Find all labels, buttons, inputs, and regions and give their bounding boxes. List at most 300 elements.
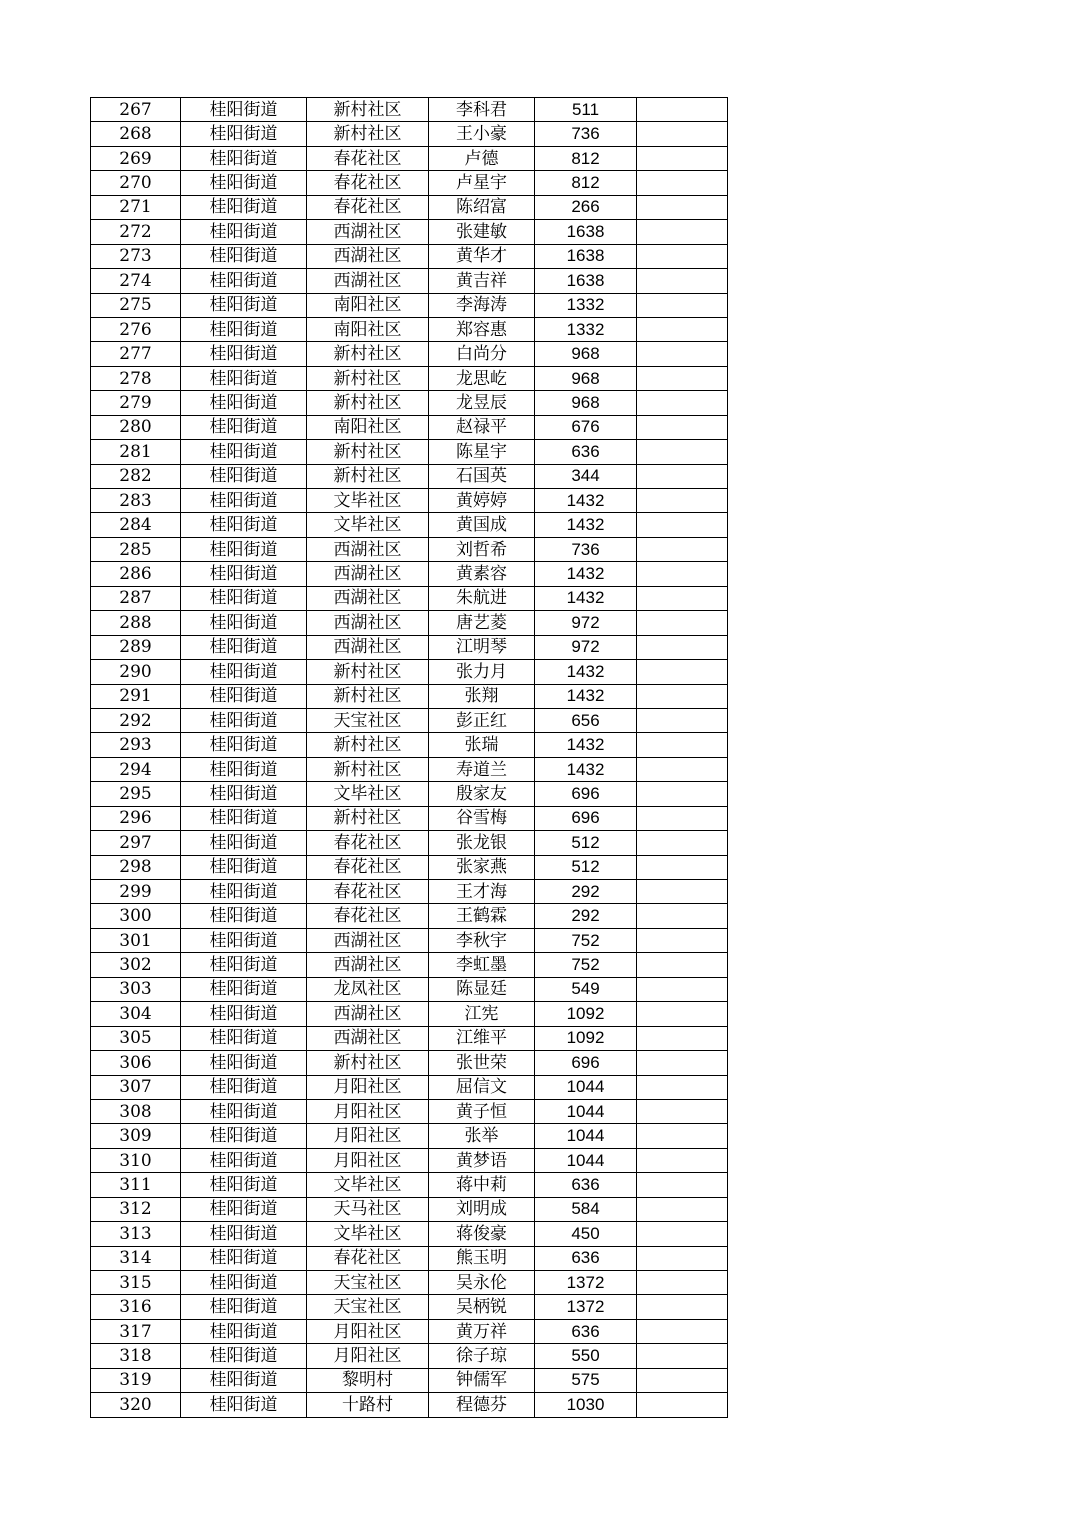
cell-note	[637, 1368, 728, 1392]
cell-person-name: 陈绍富	[429, 195, 535, 219]
cell-person-name: 朱航进	[429, 586, 535, 610]
cell-person-name: 江明琴	[429, 635, 535, 659]
cell-amount: 968	[535, 391, 637, 415]
cell-street: 桂阳街道	[181, 1271, 307, 1295]
cell-community: 新村社区	[307, 733, 429, 757]
cell-street: 桂阳街道	[181, 562, 307, 586]
cell-serial-number: 318	[91, 1344, 181, 1368]
cell-note	[637, 1026, 728, 1050]
cell-person-name: 江维平	[429, 1026, 535, 1050]
table-row	[91, 464, 728, 488]
table-row	[91, 855, 728, 879]
cell-street: 桂阳街道	[181, 1173, 307, 1197]
cell-street: 桂阳街道	[181, 366, 307, 390]
cell-note	[637, 977, 728, 1001]
table-row	[91, 1271, 728, 1295]
cell-note	[637, 195, 728, 219]
cell-amount: 696	[535, 806, 637, 830]
table-row	[91, 562, 728, 586]
cell-note	[637, 1124, 728, 1148]
cell-serial-number: 275	[91, 293, 181, 317]
cell-person-name: 李虹墨	[429, 953, 535, 977]
table-row	[91, 880, 728, 904]
cell-community: 黎明村	[307, 1368, 429, 1392]
cell-amount: 1044	[535, 1075, 637, 1099]
cell-person-name: 张家燕	[429, 855, 535, 879]
cell-person-name: 李海涛	[429, 293, 535, 317]
cell-amount: 549	[535, 977, 637, 1001]
cell-amount: 1044	[535, 1124, 637, 1148]
cell-community: 新村社区	[307, 464, 429, 488]
cell-community: 西湖社区	[307, 269, 429, 293]
cell-note	[637, 586, 728, 610]
cell-street: 桂阳街道	[181, 1319, 307, 1343]
cell-person-name: 吴永伦	[429, 1271, 535, 1295]
cell-serial-number: 315	[91, 1271, 181, 1295]
cell-note	[637, 464, 728, 488]
cell-street: 桂阳街道	[181, 220, 307, 244]
cell-community: 文毕社区	[307, 513, 429, 537]
cell-note	[637, 562, 728, 586]
cell-person-name: 蒋中莉	[429, 1173, 535, 1197]
table-body	[91, 98, 728, 1418]
table-row	[91, 1368, 728, 1392]
cell-street: 桂阳街道	[181, 1222, 307, 1246]
cell-street: 桂阳街道	[181, 1368, 307, 1392]
cell-amount: 736	[535, 537, 637, 561]
cell-person-name: 张龙银	[429, 831, 535, 855]
cell-person-name: 张世荣	[429, 1051, 535, 1075]
table-row	[91, 440, 728, 464]
table-row	[91, 928, 728, 952]
cell-amount: 968	[535, 366, 637, 390]
cell-note	[637, 1002, 728, 1026]
cell-community: 月阳社区	[307, 1124, 429, 1148]
cell-amount: 1030	[535, 1393, 637, 1417]
cell-amount: 1092	[535, 1002, 637, 1026]
cell-street: 桂阳街道	[181, 660, 307, 684]
table-row	[91, 489, 728, 513]
cell-community: 文毕社区	[307, 489, 429, 513]
cell-community: 月阳社区	[307, 1344, 429, 1368]
cell-community: 新村社区	[307, 391, 429, 415]
cell-serial-number: 306	[91, 1051, 181, 1075]
cell-person-name: 徐子琼	[429, 1344, 535, 1368]
cell-street: 桂阳街道	[181, 1344, 307, 1368]
cell-person-name: 蒋俊豪	[429, 1222, 535, 1246]
cell-note	[637, 220, 728, 244]
cell-street: 桂阳街道	[181, 537, 307, 561]
cell-serial-number: 296	[91, 806, 181, 830]
cell-serial-number: 289	[91, 635, 181, 659]
cell-street: 桂阳街道	[181, 831, 307, 855]
cell-note	[637, 293, 728, 317]
cell-note	[637, 1099, 728, 1123]
cell-person-name: 刘明成	[429, 1197, 535, 1221]
cell-serial-number: 268	[91, 122, 181, 146]
cell-serial-number: 309	[91, 1124, 181, 1148]
cell-serial-number: 270	[91, 171, 181, 195]
cell-person-name: 张建敏	[429, 220, 535, 244]
table-row	[91, 1319, 728, 1343]
cell-amount: 736	[535, 122, 637, 146]
table-row	[91, 586, 728, 610]
cell-serial-number: 277	[91, 342, 181, 366]
table-row	[91, 904, 728, 928]
cell-note	[637, 366, 728, 390]
table-row	[91, 537, 728, 561]
table-row	[91, 293, 728, 317]
cell-community: 西湖社区	[307, 220, 429, 244]
cell-note	[637, 342, 728, 366]
cell-street: 桂阳街道	[181, 440, 307, 464]
cell-note	[637, 1075, 728, 1099]
table-row	[91, 1026, 728, 1050]
cell-street: 桂阳街道	[181, 1075, 307, 1099]
cell-serial-number: 308	[91, 1099, 181, 1123]
cell-person-name: 王鹤霖	[429, 904, 535, 928]
cell-serial-number: 314	[91, 1246, 181, 1270]
cell-serial-number: 282	[91, 464, 181, 488]
cell-community: 春花社区	[307, 904, 429, 928]
table-row	[91, 1075, 728, 1099]
cell-street: 桂阳街道	[181, 391, 307, 415]
cell-serial-number: 271	[91, 195, 181, 219]
cell-amount: 1432	[535, 660, 637, 684]
cell-street: 桂阳街道	[181, 464, 307, 488]
cell-note	[637, 660, 728, 684]
cell-amount: 1332	[535, 317, 637, 341]
cell-person-name: 黄婷婷	[429, 489, 535, 513]
table-row	[91, 757, 728, 781]
cell-amount: 344	[535, 464, 637, 488]
table-row	[91, 733, 728, 757]
cell-serial-number: 273	[91, 244, 181, 268]
cell-street: 桂阳街道	[181, 904, 307, 928]
cell-person-name: 江宪	[429, 1002, 535, 1026]
cell-serial-number: 279	[91, 391, 181, 415]
cell-person-name: 王才海	[429, 880, 535, 904]
cell-street: 桂阳街道	[181, 513, 307, 537]
cell-community: 十路村	[307, 1393, 429, 1417]
cell-person-name: 黄素容	[429, 562, 535, 586]
cell-community: 春花社区	[307, 146, 429, 170]
cell-street: 桂阳街道	[181, 1148, 307, 1172]
table-row	[91, 831, 728, 855]
table-row	[91, 317, 728, 341]
table-row	[91, 977, 728, 1001]
cell-amount: 1638	[535, 269, 637, 293]
cell-note	[637, 146, 728, 170]
cell-community: 西湖社区	[307, 562, 429, 586]
cell-street: 桂阳街道	[181, 880, 307, 904]
table-row	[91, 244, 728, 268]
cell-community: 春花社区	[307, 831, 429, 855]
cell-note	[637, 1051, 728, 1075]
cell-person-name: 龙昱辰	[429, 391, 535, 415]
cell-serial-number: 303	[91, 977, 181, 1001]
cell-community: 文毕社区	[307, 1222, 429, 1246]
cell-community: 新村社区	[307, 98, 429, 122]
cell-note	[637, 1393, 728, 1417]
cell-street: 桂阳街道	[181, 244, 307, 268]
cell-street: 桂阳街道	[181, 146, 307, 170]
cell-person-name: 郑容惠	[429, 317, 535, 341]
cell-serial-number: 287	[91, 586, 181, 610]
cell-street: 桂阳街道	[181, 98, 307, 122]
cell-note	[637, 1246, 728, 1270]
cell-note	[637, 1173, 728, 1197]
cell-person-name: 石国英	[429, 464, 535, 488]
table-row	[91, 611, 728, 635]
cell-note	[637, 1319, 728, 1343]
table-row	[91, 391, 728, 415]
cell-person-name: 张力月	[429, 660, 535, 684]
cell-community: 西湖社区	[307, 953, 429, 977]
cell-note	[637, 928, 728, 952]
cell-note	[637, 513, 728, 537]
table-row	[91, 269, 728, 293]
cell-street: 桂阳街道	[181, 1099, 307, 1123]
cell-person-name: 屈信文	[429, 1075, 535, 1099]
cell-community: 月阳社区	[307, 1099, 429, 1123]
cell-street: 桂阳街道	[181, 195, 307, 219]
cell-serial-number: 301	[91, 928, 181, 952]
cell-person-name: 彭正红	[429, 708, 535, 732]
cell-amount: 1432	[535, 513, 637, 537]
cell-serial-number: 283	[91, 489, 181, 513]
cell-street: 桂阳街道	[181, 415, 307, 439]
cell-community: 新村社区	[307, 757, 429, 781]
cell-community: 西湖社区	[307, 635, 429, 659]
cell-note	[637, 1271, 728, 1295]
table-row	[91, 660, 728, 684]
cell-person-name: 白尚分	[429, 342, 535, 366]
table-row	[91, 1295, 728, 1319]
table-row	[91, 1222, 728, 1246]
cell-serial-number: 302	[91, 953, 181, 977]
cell-serial-number: 276	[91, 317, 181, 341]
cell-note	[637, 684, 728, 708]
table-row	[91, 513, 728, 537]
cell-street: 桂阳街道	[181, 635, 307, 659]
cell-person-name: 卢德	[429, 146, 535, 170]
table-row	[91, 146, 728, 170]
cell-serial-number: 313	[91, 1222, 181, 1246]
cell-serial-number: 307	[91, 1075, 181, 1099]
table-row	[91, 1148, 728, 1172]
cell-community: 新村社区	[307, 342, 429, 366]
cell-serial-number: 295	[91, 782, 181, 806]
cell-street: 桂阳街道	[181, 806, 307, 830]
cell-street: 桂阳街道	[181, 977, 307, 1001]
cell-person-name: 黄国成	[429, 513, 535, 537]
cell-street: 桂阳街道	[181, 1051, 307, 1075]
cell-street: 桂阳街道	[181, 1393, 307, 1417]
table-row	[91, 220, 728, 244]
cell-community: 龙凤社区	[307, 977, 429, 1001]
cell-serial-number: 312	[91, 1197, 181, 1221]
cell-note	[637, 269, 728, 293]
cell-serial-number: 297	[91, 831, 181, 855]
cell-serial-number: 317	[91, 1319, 181, 1343]
cell-community: 西湖社区	[307, 1002, 429, 1026]
cell-amount: 636	[535, 440, 637, 464]
cell-note	[637, 391, 728, 415]
cell-amount: 511	[535, 98, 637, 122]
cell-community: 春花社区	[307, 855, 429, 879]
cell-street: 桂阳街道	[181, 342, 307, 366]
cell-person-name: 黄吉祥	[429, 269, 535, 293]
cell-note	[637, 1344, 728, 1368]
cell-person-name: 刘哲希	[429, 537, 535, 561]
cell-amount: 1332	[535, 293, 637, 317]
cell-note	[637, 782, 728, 806]
cell-note	[637, 831, 728, 855]
data-table	[90, 97, 728, 1418]
table-row	[91, 1173, 728, 1197]
cell-community: 月阳社区	[307, 1319, 429, 1343]
cell-person-name: 黄梦语	[429, 1148, 535, 1172]
cell-serial-number: 291	[91, 684, 181, 708]
cell-community: 春花社区	[307, 195, 429, 219]
cell-serial-number: 305	[91, 1026, 181, 1050]
cell-note	[637, 904, 728, 928]
cell-community: 天宝社区	[307, 1271, 429, 1295]
cell-community: 新村社区	[307, 1051, 429, 1075]
cell-street: 桂阳街道	[181, 928, 307, 952]
cell-community: 新村社区	[307, 122, 429, 146]
cell-person-name: 张瑞	[429, 733, 535, 757]
cell-amount: 636	[535, 1173, 637, 1197]
cell-serial-number: 294	[91, 757, 181, 781]
cell-serial-number: 300	[91, 904, 181, 928]
cell-amount: 1432	[535, 757, 637, 781]
cell-street: 桂阳街道	[181, 1002, 307, 1026]
cell-person-name: 殷家友	[429, 782, 535, 806]
cell-amount: 972	[535, 635, 637, 659]
cell-serial-number: 320	[91, 1393, 181, 1417]
cell-street: 桂阳街道	[181, 489, 307, 513]
cell-amount: 812	[535, 171, 637, 195]
cell-community: 月阳社区	[307, 1148, 429, 1172]
cell-community: 文毕社区	[307, 782, 429, 806]
cell-note	[637, 171, 728, 195]
table-row	[91, 195, 728, 219]
cell-serial-number: 280	[91, 415, 181, 439]
cell-person-name: 陈显廷	[429, 977, 535, 1001]
cell-street: 桂阳街道	[181, 269, 307, 293]
cell-note	[637, 733, 728, 757]
cell-amount: 676	[535, 415, 637, 439]
cell-person-name: 赵禄平	[429, 415, 535, 439]
cell-note	[637, 708, 728, 732]
cell-note	[637, 98, 728, 122]
cell-note	[637, 1148, 728, 1172]
cell-serial-number: 278	[91, 366, 181, 390]
cell-community: 南阳社区	[307, 317, 429, 341]
cell-serial-number: 284	[91, 513, 181, 537]
cell-note	[637, 635, 728, 659]
cell-amount: 972	[535, 611, 637, 635]
cell-street: 桂阳街道	[181, 782, 307, 806]
cell-amount: 1432	[535, 586, 637, 610]
cell-amount: 1092	[535, 1026, 637, 1050]
cell-community: 春花社区	[307, 171, 429, 195]
table-row	[91, 1002, 728, 1026]
cell-amount: 1372	[535, 1271, 637, 1295]
cell-person-name: 吴柄锐	[429, 1295, 535, 1319]
cell-note	[637, 317, 728, 341]
cell-street: 桂阳街道	[181, 684, 307, 708]
cell-amount: 1372	[535, 1295, 637, 1319]
cell-street: 桂阳街道	[181, 953, 307, 977]
cell-street: 桂阳街道	[181, 1246, 307, 1270]
cell-amount: 696	[535, 1051, 637, 1075]
cell-community: 西湖社区	[307, 244, 429, 268]
cell-street: 桂阳街道	[181, 171, 307, 195]
cell-person-name: 黄华才	[429, 244, 535, 268]
cell-note	[637, 611, 728, 635]
cell-amount: 656	[535, 708, 637, 732]
cell-serial-number: 304	[91, 1002, 181, 1026]
cell-street: 桂阳街道	[181, 1197, 307, 1221]
cell-amount: 512	[535, 831, 637, 855]
cell-community: 南阳社区	[307, 415, 429, 439]
table-row	[91, 1099, 728, 1123]
table-row	[91, 708, 728, 732]
cell-community: 文毕社区	[307, 1173, 429, 1197]
cell-community: 天宝社区	[307, 708, 429, 732]
table-row	[91, 782, 728, 806]
table-row	[91, 684, 728, 708]
cell-street: 桂阳街道	[181, 1295, 307, 1319]
table-row	[91, 366, 728, 390]
cell-note	[637, 1197, 728, 1221]
cell-serial-number: 293	[91, 733, 181, 757]
cell-street: 桂阳街道	[181, 317, 307, 341]
cell-street: 桂阳街道	[181, 293, 307, 317]
cell-serial-number: 290	[91, 660, 181, 684]
table-row	[91, 1124, 728, 1148]
cell-amount: 968	[535, 342, 637, 366]
table-row	[91, 635, 728, 659]
cell-amount: 1432	[535, 733, 637, 757]
cell-amount: 1638	[535, 244, 637, 268]
cell-note	[637, 953, 728, 977]
cell-amount: 636	[535, 1246, 637, 1270]
cell-amount: 512	[535, 855, 637, 879]
cell-street: 桂阳街道	[181, 586, 307, 610]
table-row	[91, 342, 728, 366]
cell-note	[637, 489, 728, 513]
cell-community: 西湖社区	[307, 928, 429, 952]
cell-serial-number: 310	[91, 1148, 181, 1172]
cell-note	[637, 880, 728, 904]
cell-amount: 1044	[535, 1148, 637, 1172]
cell-community: 春花社区	[307, 880, 429, 904]
table-row	[91, 1197, 728, 1221]
cell-street: 桂阳街道	[181, 611, 307, 635]
cell-amount: 550	[535, 1344, 637, 1368]
cell-amount: 1432	[535, 684, 637, 708]
table-row	[91, 1393, 728, 1417]
table-row	[91, 122, 728, 146]
cell-amount: 1432	[535, 489, 637, 513]
cell-amount: 812	[535, 146, 637, 170]
cell-note	[637, 440, 728, 464]
cell-community: 新村社区	[307, 660, 429, 684]
